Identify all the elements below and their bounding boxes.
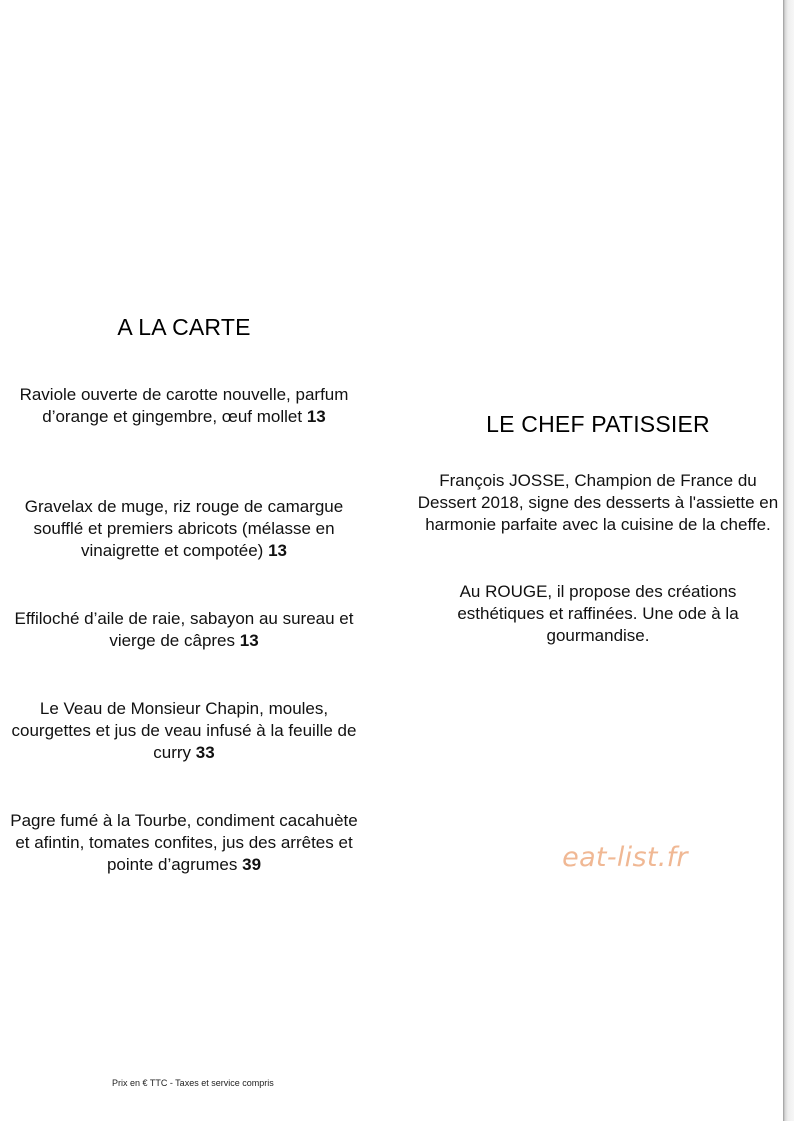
- dish-description: Le Veau de Monsieur Chapin, moules, courgettes et jus de veau infusé à la feuille de curry: [11, 699, 357, 762]
- page-edge-shadow: [783, 0, 794, 1121]
- chef-patissier-section: [414, 409, 782, 645]
- dish-description: Effiloché d’aile de raie, sabayon au sureau et vierge de câpres: [14, 609, 354, 650]
- dish-item: [8, 384, 360, 428]
- a-la-carte-section: [8, 312, 360, 874]
- dish-item: [8, 496, 360, 562]
- dish-price: 13: [239, 631, 259, 650]
- price-footnote: Prix en € TTC - Taxes et service compris: [112, 1078, 274, 1088]
- chef-rouge-paragraph: Au ROUGE, il propose des créations esthétiques et raffinées. Une ode à la gourmandise.: [457, 582, 739, 645]
- chef-patissier-title: LE CHEF PATISSIER: [486, 411, 710, 437]
- dish-price: 33: [195, 743, 215, 762]
- dish-price: 13: [268, 541, 288, 560]
- a-la-carte-title: A LA CARTE: [117, 314, 251, 340]
- dish-description: Pagre fumé à la Tourbe, condiment cacahuète et afintin, tomates confites, jus des arrêtes et pointe d’agrumes: [10, 811, 358, 874]
- dish-description: Gravelax de muge, riz rouge de camargue soufflé et premiers abricots (mélasse en vinaigrette et compotée): [24, 497, 344, 560]
- dish-item: [8, 810, 360, 876]
- dish-price: 39: [242, 855, 262, 874]
- dish-item: [8, 698, 360, 764]
- eat-list-watermark: eat-list.fr: [562, 842, 688, 873]
- chef-bio-paragraph: François JOSSE, Champion de France du Dessert 2018, signe des desserts à l'assiette en harmonie parfaite avec la cuisine de la cheffe.: [417, 471, 779, 534]
- dish-price: 13: [306, 407, 326, 426]
- dish-item: [8, 608, 360, 652]
- dish-description: Raviole ouverte de carotte nouvelle, parfum d’orange et gingembre, œuf mollet: [19, 385, 349, 426]
